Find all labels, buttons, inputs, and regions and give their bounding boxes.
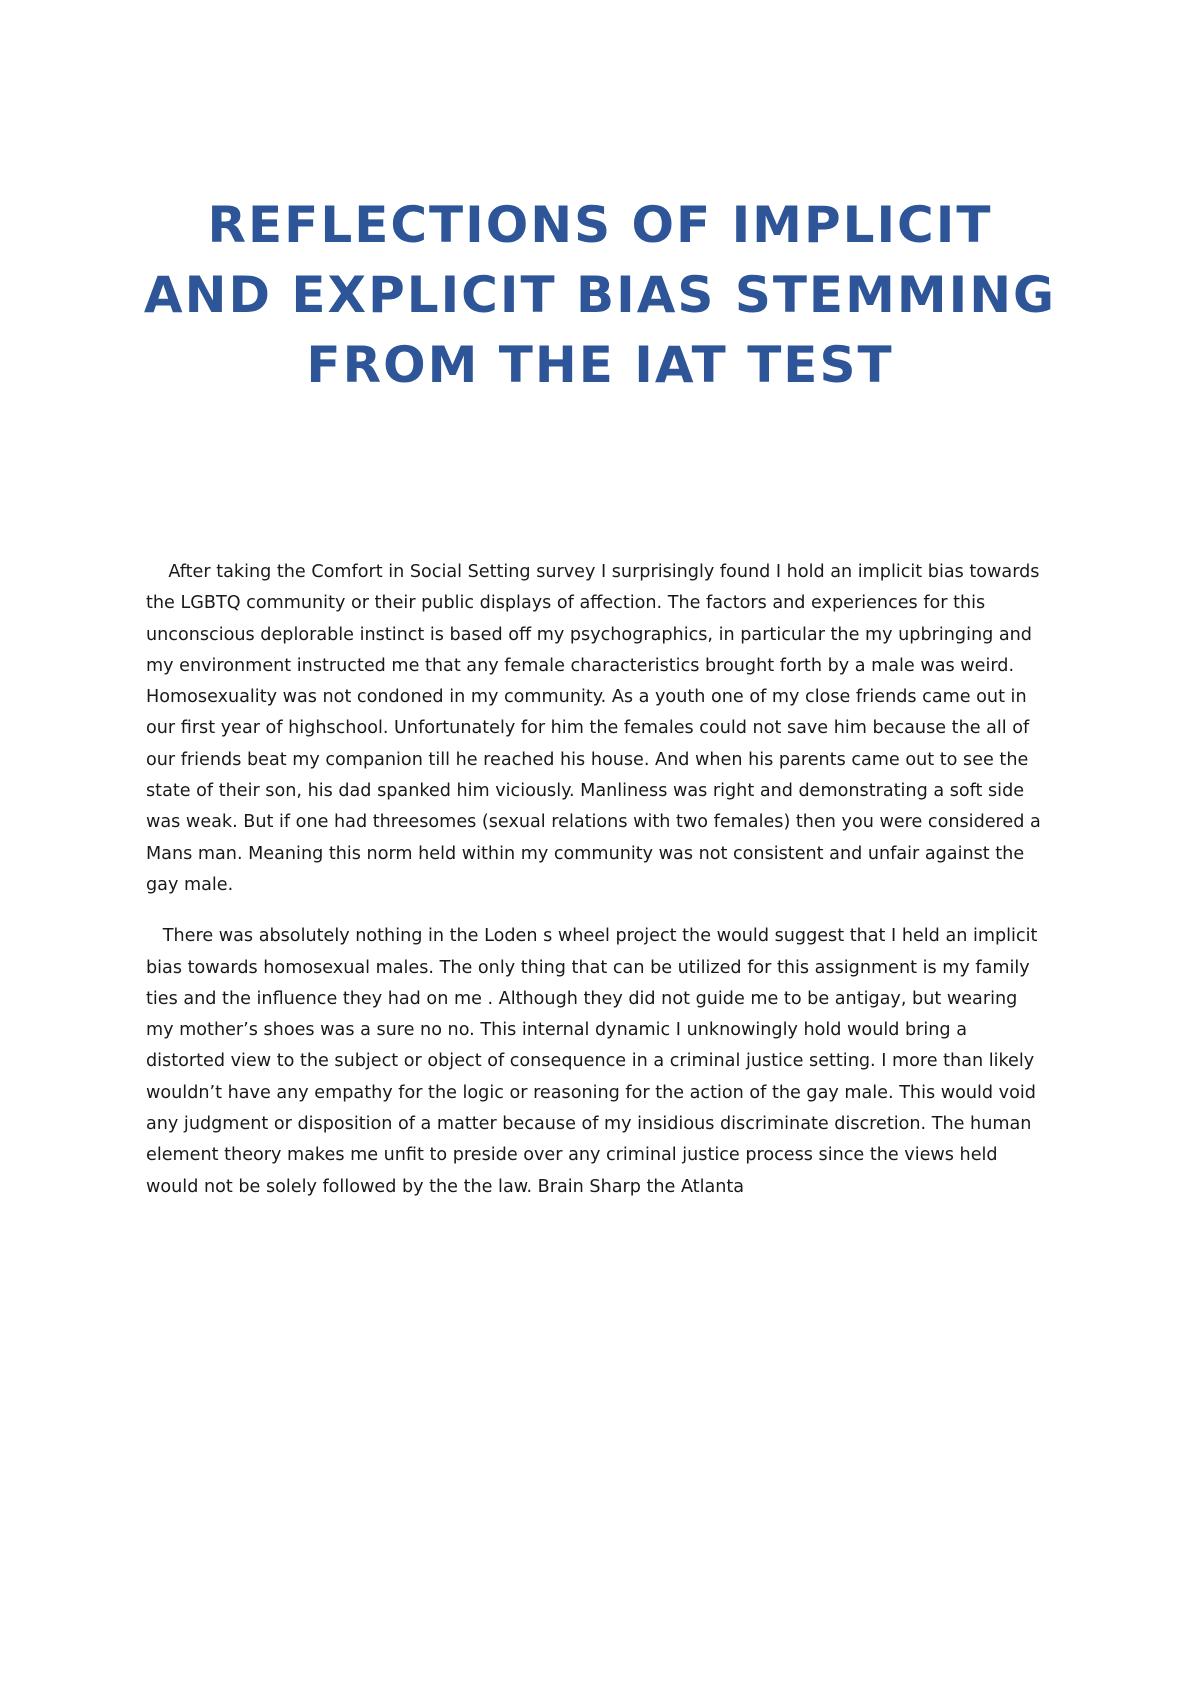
title-line: REFLECTIONS OF IMPLICIT [207, 196, 993, 254]
paragraph-line: distorted view to the subject or object of consequence in a criminal justice setting. I more than likely [146, 1051, 1035, 1072]
paragraph-line: was weak. But if one had threesomes (sexual relations with two females) then you were considered a [146, 812, 1041, 833]
paragraph-line: Homosexuality was not condoned in my community. As a youth one of my close friends came out in [146, 687, 1027, 708]
document-title [130, 190, 1070, 400]
title-line: FROM THE IAT TEST [306, 336, 894, 394]
paragraph-line: wouldn’t have any empathy for the logic or reasoning for the action of the gay male. This would void [146, 1082, 1036, 1103]
paragraph-line: After taking the Comfort in Social Setting survey I surprisingly found I hold an implicit bias towards [146, 562, 1040, 582]
title-line: AND EXPLICIT BIAS STEMMING [143, 266, 1057, 324]
paragraph-line: my environment instructed me that any female characteristics brought forth by a male was weird. [146, 655, 1015, 676]
paragraph-line: the LGBTQ community or their public displays of affection. The factors and experiences for this [146, 593, 986, 614]
paragraph-1 [146, 557, 1066, 901]
paragraph-line: ties and the influence they had on me . Although they did not guide me to be antigay, but wearing [146, 988, 1018, 1009]
paragraph-line: unconscious deplorable instinct is based off my psychographics, in particular the my upbringing and [146, 624, 1032, 645]
paragraph-line: Mans man. Meaning this norm held within my community was not consistent and unfair against the [146, 843, 1025, 864]
document-body [146, 557, 1066, 1223]
paragraph-line: element theory makes me unfit to preside over any criminal justice process since the views held [146, 1145, 998, 1166]
paragraph-2 [146, 921, 1066, 1203]
paragraph-line: our friends beat my companion till he reached his house. And when his parents came out to see the [146, 749, 1029, 770]
paragraph-line: any judgment or disposition of a matter because of my insidious discriminate discretion. The human [146, 1114, 1032, 1135]
paragraph-line: my mother’s shoes was a sure no no. This internal dynamic I unknowingly hold would bring a [146, 1020, 967, 1041]
paragraph-line: would not be solely followed by the the law. Brain Sharp the Atlanta [146, 1176, 745, 1197]
paragraph-line: state of their son, his dad spanked him viciously. Manliness was right and demonstrating a soft side [146, 781, 1025, 802]
paragraph-line: There was absolutely nothing in the Loden s wheel project the would suggest that I held an implicit [146, 926, 1038, 947]
paragraph-line: gay male. [146, 874, 234, 895]
paragraph-line: bias towards homosexual males. The only thing that can be utilized for this assignment is my family [146, 957, 1030, 978]
paragraph-line: our first year of highschool. Unfortunately for him the females could not save him because the all of [146, 718, 1030, 739]
